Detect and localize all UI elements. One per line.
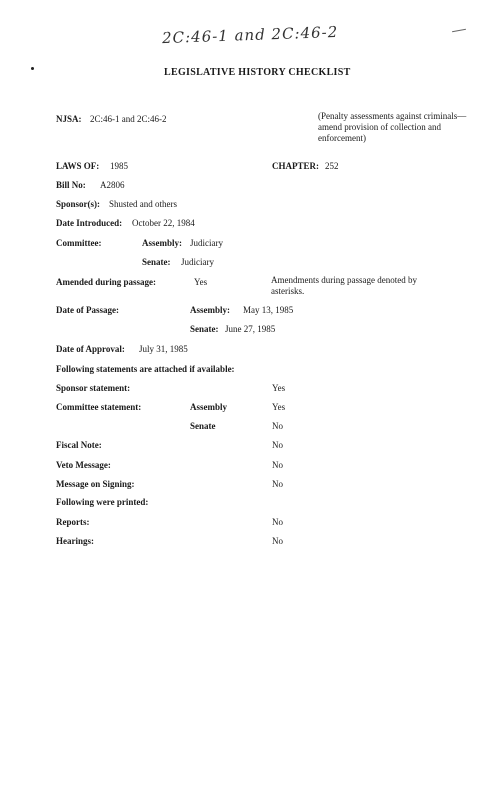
- chapter-value: 252: [325, 161, 339, 171]
- committee-senate-value: Judiciary: [181, 257, 214, 267]
- passage-senate-value: June 27, 1985: [225, 324, 276, 334]
- statement-senate-label: Senate: [190, 421, 216, 431]
- committee-assembly-label: Assembly:: [142, 238, 182, 248]
- sponsors-label: Sponsor(s):: [56, 199, 101, 209]
- page-title: LEGISLATIVE HISTORY CHECKLIST: [164, 67, 351, 78]
- committee-label: Committee:: [56, 238, 102, 248]
- hearings-value: No: [272, 536, 283, 546]
- statement-assembly-label: Assembly: [190, 402, 228, 412]
- laws-of-value: 1985: [110, 161, 128, 171]
- fiscal-note-label: Fiscal Note:: [56, 440, 102, 450]
- sponsors-value: Shusted and others: [109, 199, 177, 209]
- reports-label: Reports:: [56, 517, 90, 527]
- committee-statement-label: Committee statement:: [56, 402, 142, 412]
- date-introduced-label: Date Introduced:: [56, 218, 123, 228]
- bill-no-label: Bill No:: [56, 180, 86, 190]
- amended-label: Amended during passage:: [56, 277, 157, 287]
- message-on-signing-value: No: [272, 479, 283, 489]
- committee-assembly-value: Judiciary: [190, 238, 223, 248]
- sponsor-statement-label: Sponsor statement:: [56, 383, 131, 393]
- speck-mark: [31, 67, 34, 70]
- date-of-passage-label: Date of Passage:: [56, 305, 119, 315]
- description: (Penalty assessments against criminals—amend provision of collection and enforcement): [318, 111, 467, 143]
- veto-message-label: Veto Message:: [56, 460, 111, 470]
- date-of-approval-label: Date of Approval:: [56, 344, 125, 354]
- chapter-label: CHAPTER:: [272, 161, 319, 171]
- reports-value: No: [272, 517, 283, 527]
- passage-senate-label: Senate:: [190, 324, 219, 334]
- date-introduced-value: October 22, 1984: [132, 218, 195, 228]
- amended-note: Amendments during passage denoted by asterisks.: [271, 275, 417, 296]
- fiscal-note-value: No: [272, 440, 283, 450]
- statements-header: Following statements are attached if available:: [56, 364, 235, 374]
- statement-assembly-value: Yes: [272, 402, 286, 412]
- date-of-approval-value: July 31, 1985: [139, 344, 188, 354]
- message-on-signing-label: Message on Signing:: [56, 479, 135, 489]
- passage-assembly-label: Assembly:: [190, 305, 230, 315]
- passage-assembly-value: May 13, 1985: [243, 305, 294, 315]
- bill-no-value: A2806: [100, 180, 125, 190]
- printed-header: Following were printed:: [56, 497, 149, 507]
- njsa-label: NJSA:: [56, 114, 82, 124]
- handwritten-header: 2C:46-1 and 2C:46-2: [161, 22, 339, 48]
- njsa-value: 2C:46-1 and 2C:46-2: [90, 114, 167, 124]
- scratch-mark: [452, 29, 466, 32]
- hearings-label: Hearings:: [56, 536, 94, 546]
- laws-of-label: LAWS OF:: [56, 161, 100, 171]
- veto-message-value: No: [272, 460, 283, 470]
- statement-senate-value: No: [272, 421, 283, 431]
- amended-value: Yes: [194, 277, 208, 287]
- committee-senate-label: Senate:: [142, 257, 171, 267]
- sponsor-statement-value: Yes: [272, 383, 286, 393]
